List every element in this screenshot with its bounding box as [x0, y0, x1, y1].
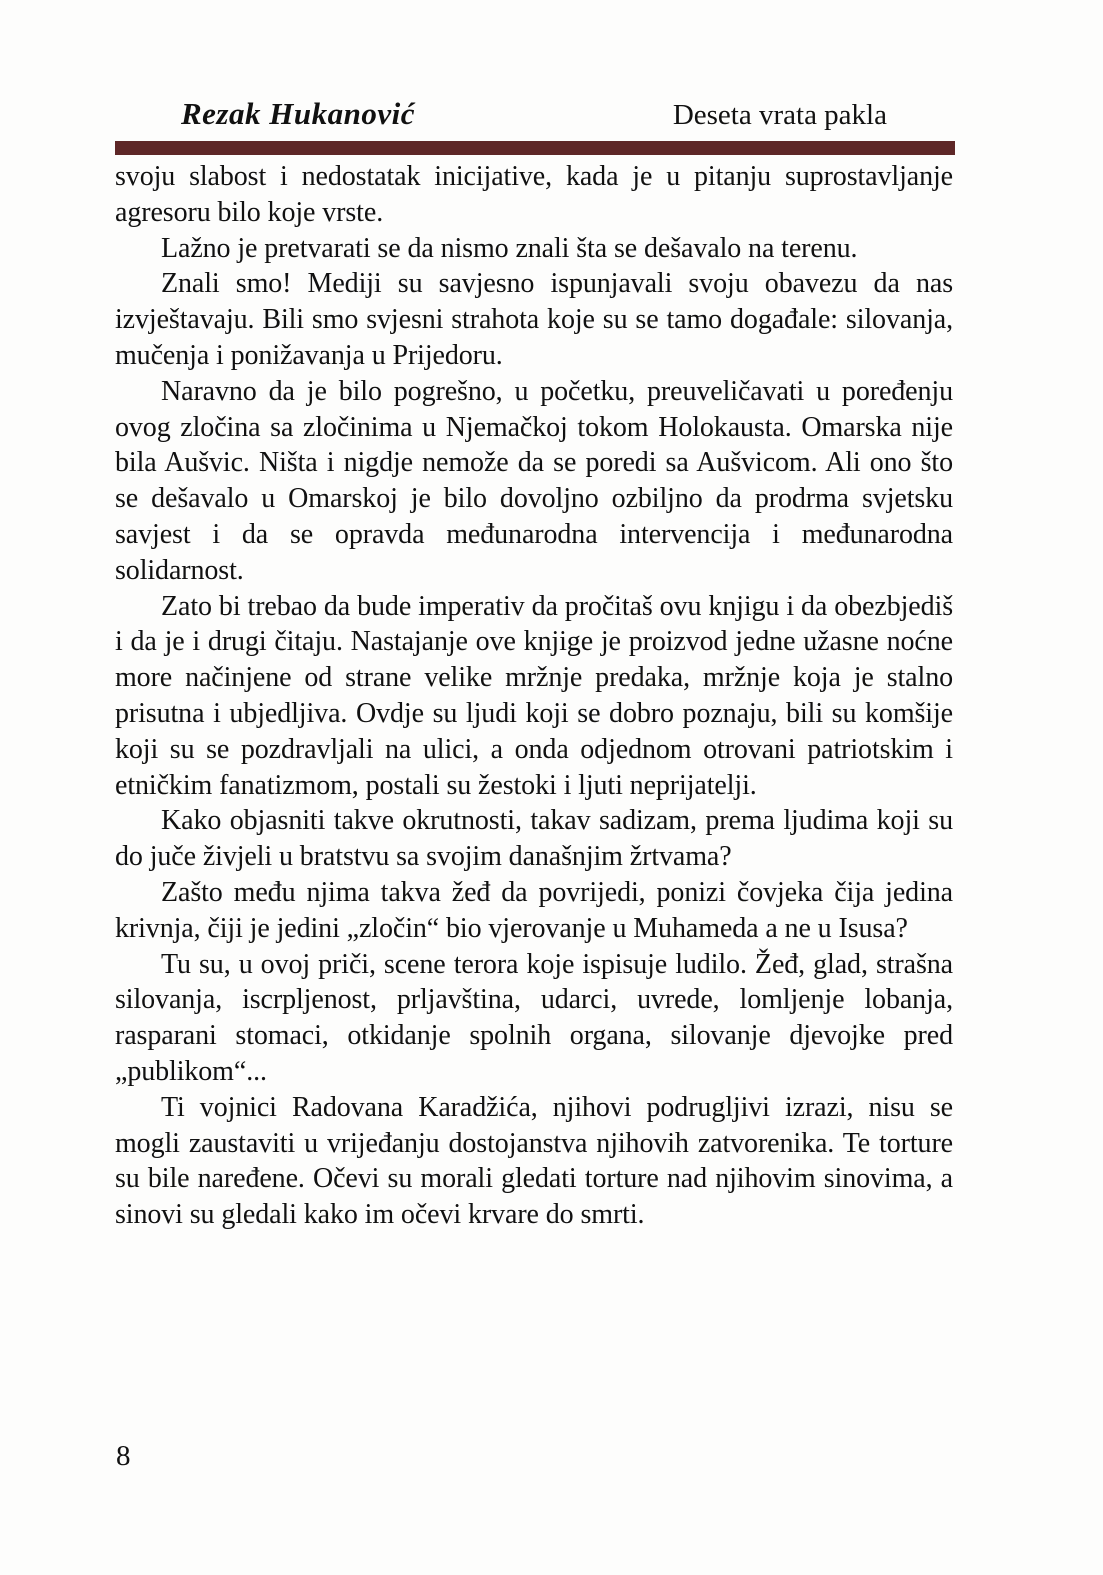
body-paragraph: Ti vojnici Radovana Karadžića, njihovi podrugljivi izrazi, nisu se mogli zaustaviti u vrijeđanju dostojanstva njihovih zatvorenika. Te torture su bile naređene. Očevi su morali gledati torture nad njihovim sinovima, a sinovi su gledali kako im očevi krvare do smrti.: [115, 1091, 953, 1231]
body-paragraph: Tu su, u ovoj priči, scene terora koje ispisuje ludilo. Žeđ, glad, strašna silovanja, iscrpljenost, prljavština, udarci, uvrede, lomljenje lobanja, rasparani stomaci, otkidanje spolnih organa, silovanje djevojke pred „publikom“...: [115, 948, 953, 1087]
page-number: 8: [116, 1440, 131, 1472]
body-paragraph: Znali smo! Mediji su savjesno ispunjavali svoju obavezu da nas izvještavaju. Bili smo svjesni strahota koje su se tamo događale: silovanja, mučenja i ponižavanja u Prijedoru.: [115, 268, 953, 371]
running-header-author: Rezak Hukanović: [181, 96, 415, 131]
body-paragraph: Zašto među njima takva žeđ da povrijedi, ponizi čovjeka čija jedina krivnja, čiji je jedini „zločin“ bio vjerovanje u Muhameda a ne u Isusa?: [115, 876, 953, 944]
body-paragraph: svoju slabost i nedostatak inicijative, kada je u pitanju suprostavljanje agresoru bilo koje vrste.: [115, 161, 953, 228]
body-paragraph: Lažno je pretvarati se da nismo znali šta se dešavalo na terenu.: [161, 232, 858, 264]
body-paragraph: Zato bi trebao da bude imperativ da pročitaš ovu knjigu i da obezbjediš i da je i drugi čitaju. Nastajanje ove knjige je proizvod jedne užasne noćne more načinjene od strane velike mržnje predaka, mržnje koja je stalno prisutna i ubjedljiva. Ovdje su ljudi koji se dobro poznaju, bili su komšije koji su se pozdravljali na ulici, a onda odjednom otrovani patriotskim i etničkim fanatizmom, postali su žestoki i ljuti neprijatelji.: [115, 590, 953, 801]
body-paragraph: Naravno da je bilo pogrešno, u početku, preuveličavati u poređenju ovog zločina sa zločinima u Njemačkoj tokom Holokausta. Omarska nije bila Aušvic. Ništa i nigdje nemože da se poredi sa Aušvicom. Ali ono što se dešavalo u Omarskoj je bilo dovoljno ozbiljno da prodrma svjetsku savjest i da se opravda međunarodna intervencija i međunarodna solidarnost.: [115, 375, 953, 586]
header-rule: [115, 141, 955, 155]
body-paragraph: Kako objasniti takve okrutnosti, takav sadizam, prema ljudima koji su do juče živjeli u bratstvu sa svojim današnjim žrtvama?: [115, 805, 953, 873]
page-body-text: [115, 159, 953, 1233]
running-header-book-title: Deseta vrata pakla: [672, 99, 887, 131]
running-header: [115, 96, 955, 132]
